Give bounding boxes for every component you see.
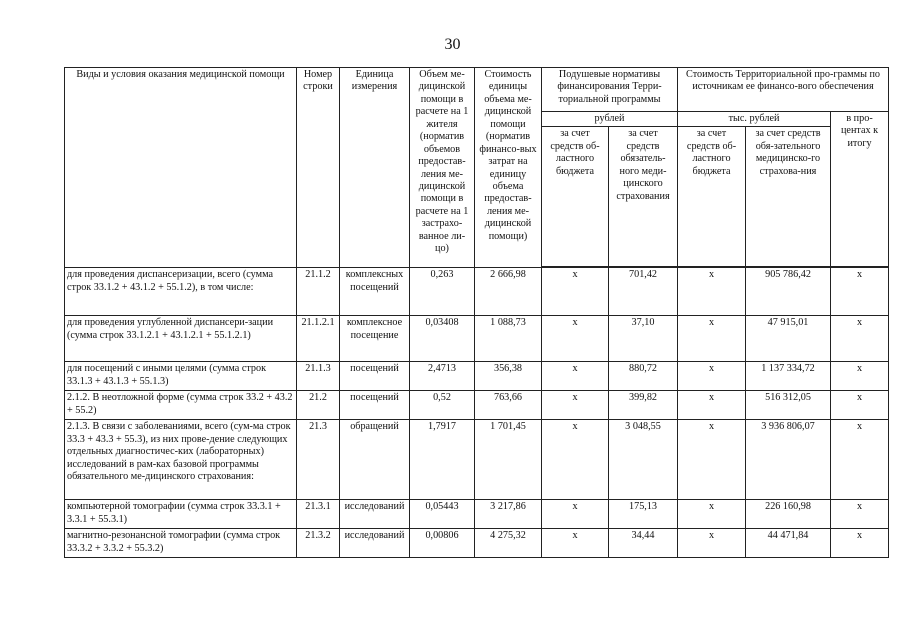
row-number: 21.3.2: [297, 529, 340, 558]
table-row: [65, 420, 889, 500]
row-unit: комплексных посещений: [340, 268, 410, 316]
row-tc-budget: х: [678, 316, 746, 362]
row-volume: 0,05443: [410, 500, 475, 529]
row-tc-budget: х: [678, 268, 746, 316]
row-name: для проведения углубленной диспансери-зации (сумма строк 33.1.2.1 + 43.1.2.1 + 55.1.2.1): [65, 316, 297, 362]
row-tc-oms: 516 312,05: [746, 391, 831, 420]
header-tc-budget: за счет средств об-ластного бюджета: [678, 127, 746, 267]
row-unit: посещений: [340, 362, 410, 391]
row-cost: 356,38: [475, 362, 542, 391]
header-per-capita-group: Подушевые нормативы финансирования Терри-ториальной программы: [542, 68, 678, 112]
row-pc-oms: 37,10: [609, 316, 678, 362]
row-number: 21.3.1: [297, 500, 340, 529]
row-volume: 0,00806: [410, 529, 475, 558]
header-tc-oms: за счет средств обя-зательного медицинско-го страхова-ния: [746, 127, 831, 267]
table-row: [65, 529, 889, 558]
row-tc-budget: х: [678, 500, 746, 529]
row-tc-oms: 47 915,01: [746, 316, 831, 362]
row-volume: 0,263: [410, 268, 475, 316]
row-unit: комплексное посещение: [340, 316, 410, 362]
row-pc-budget: х: [542, 391, 609, 420]
table-row: [65, 391, 889, 420]
row-name: для проведения диспансеризации, всего (сумма строк 33.1.2 + 43.1.2 + 55.1.2), в том числе:: [65, 268, 297, 316]
header-unit-thousand-rubles: тыс. рублей: [678, 112, 831, 127]
row-pc-oms: 399,82: [609, 391, 678, 420]
row-name: магнитно-резонансной томографии (сумма строк 33.3.2 + 3.3.2 + 55.3.2): [65, 529, 297, 558]
header-pc-budget: за счет средств об-ластного бюджета: [542, 127, 609, 267]
table-row: [65, 316, 889, 362]
row-percent: х: [831, 500, 889, 529]
row-volume: 0,03408: [410, 316, 475, 362]
header-cost: Стоимость единицы объема ме-дицинской помощи (норматив финансо-вых затрат на единицу объема предостав-ления ме-дицинской помощи): [475, 68, 542, 268]
row-percent: х: [831, 362, 889, 391]
header-percent: в про-центах к итогу: [831, 112, 889, 267]
row-pc-oms: 34,44: [609, 529, 678, 558]
row-tc-budget: х: [678, 420, 746, 500]
header-row-number: Номер строки: [297, 68, 340, 268]
row-percent: х: [831, 268, 889, 316]
header-volume: Объем ме-дицинской помощи в расчете на 1 жителя (норматив объемов предостав-ления ме-дицинской помощи в расчете на 1 застрахо-ванное ли-цо): [410, 68, 475, 268]
row-cost: 2 666,98: [475, 268, 542, 316]
header-row-1: [65, 68, 889, 112]
row-pc-oms: 175,13: [609, 500, 678, 529]
page-number: 30: [444, 36, 461, 53]
medical-care-table: [64, 67, 889, 558]
row-volume: 0,52: [410, 391, 475, 420]
row-pc-budget: х: [542, 500, 609, 529]
row-cost: 1 701,45: [475, 420, 542, 500]
row-volume: 2,4713: [410, 362, 475, 391]
row-tc-oms: 44 471,84: [746, 529, 831, 558]
row-number: 21.3: [297, 420, 340, 500]
row-pc-oms: 3 048,55: [609, 420, 678, 500]
row-tc-oms: 1 137 334,72: [746, 362, 831, 391]
row-pc-budget: х: [542, 362, 609, 391]
row-unit: посещений: [340, 391, 410, 420]
row-pc-budget: х: [542, 268, 609, 316]
row-number: 21.1.3: [297, 362, 340, 391]
row-pc-budget: х: [542, 420, 609, 500]
row-cost: 763,66: [475, 391, 542, 420]
row-cost: 4 275,32: [475, 529, 542, 558]
table-row: [65, 268, 889, 316]
table-row: [65, 362, 889, 391]
row-number: 21.2: [297, 391, 340, 420]
row-unit: исследований: [340, 529, 410, 558]
header-program-cost-group: Стоимость Территориальной про-граммы по источникам ее финансо-вого обеспечения: [678, 68, 889, 112]
row-name: 2.1.3. В связи с заболеваниями, всего (сум-ма строк 33.3 + 43.3 + 55.3), из них прове-дение следующих отдельных диагностичес-ких (лабораторных) исследований в рам-ках базовой программы обязательного ме-дицинского страхования:: [65, 420, 297, 500]
row-percent: х: [831, 391, 889, 420]
row-percent: х: [831, 529, 889, 558]
row-name: для посещений с иными целями (сумма строк 33.1.3 + 43.1.3 + 55.1.3): [65, 362, 297, 391]
row-volume: 1,7917: [410, 420, 475, 500]
row-pc-budget: х: [542, 529, 609, 558]
row-cost: 1 088,73: [475, 316, 542, 362]
row-cost: 3 217,86: [475, 500, 542, 529]
row-tc-budget: х: [678, 529, 746, 558]
row-tc-oms: 905 786,42: [746, 268, 831, 316]
row-unit: обращений: [340, 420, 410, 500]
row-number: 21.1.2.1: [297, 316, 340, 362]
table-row: [65, 500, 889, 529]
row-tc-oms: 3 936 806,07: [746, 420, 831, 500]
row-name: компьютерной томографии (сумма строк 33.3.1 + 3.3.1 + 55.3.1): [65, 500, 297, 529]
row-pc-oms: 701,42: [609, 268, 678, 316]
header-unit-rubles: рублей: [542, 112, 678, 127]
header-types: Виды и условия оказания медицинской помощи: [65, 68, 297, 268]
row-pc-oms: 880,72: [609, 362, 678, 391]
row-name: 2.1.2. В неотложной форме (сумма строк 33.2 + 43.2 + 55.2): [65, 391, 297, 420]
header-pc-oms: за счет средств обязатель-ного меди-цинского страхования: [609, 127, 678, 267]
row-percent: х: [831, 420, 889, 500]
row-tc-budget: х: [678, 362, 746, 391]
row-unit: исследований: [340, 500, 410, 529]
row-number: 21.1.2: [297, 268, 340, 316]
row-pc-budget: х: [542, 316, 609, 362]
row-tc-budget: х: [678, 391, 746, 420]
row-tc-oms: 226 160,98: [746, 500, 831, 529]
header-unit: Единица измерения: [340, 68, 410, 268]
row-percent: х: [831, 316, 889, 362]
